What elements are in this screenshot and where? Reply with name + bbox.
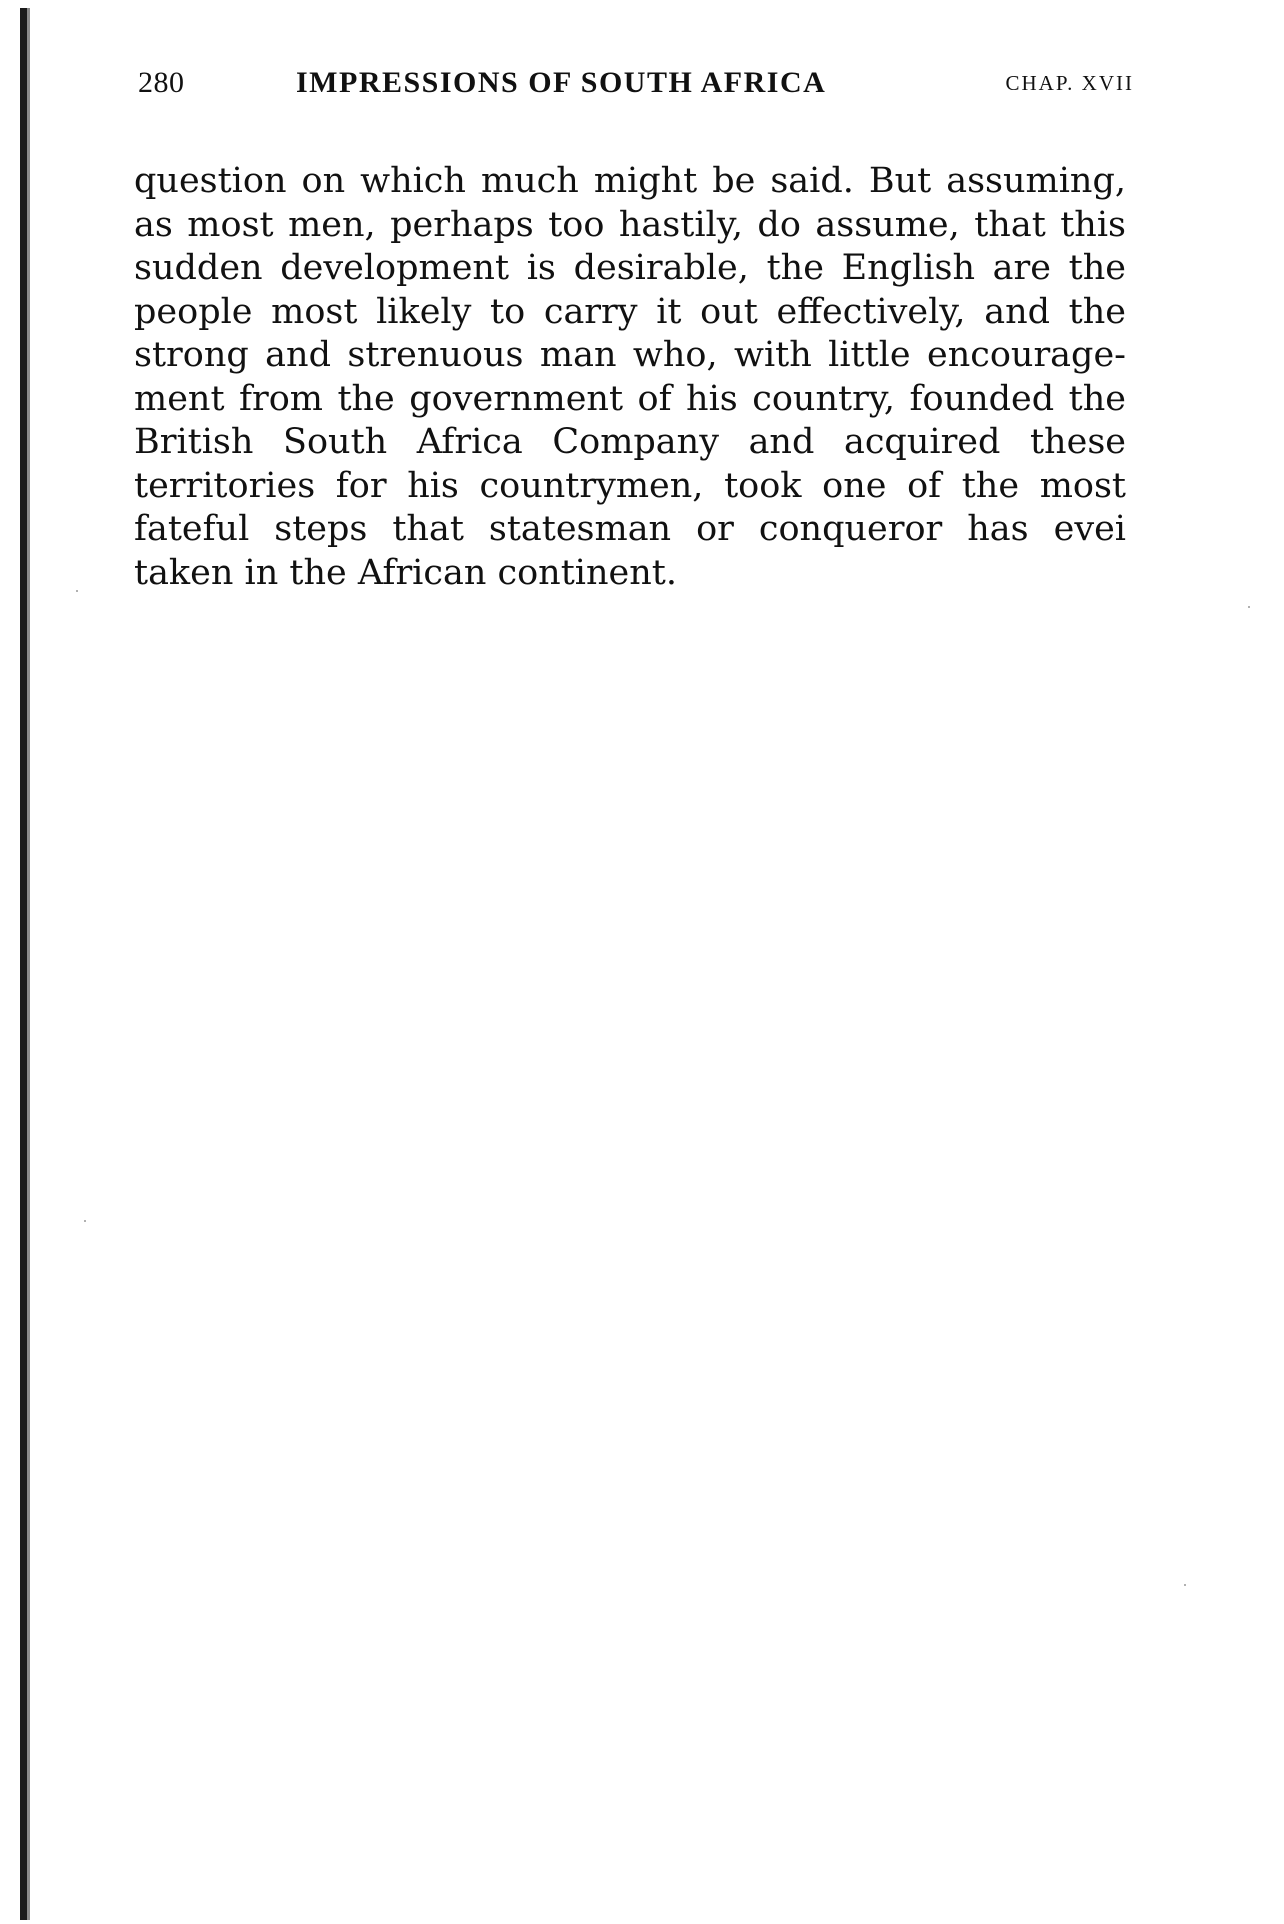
text-line: taken in the African continent.: [134, 552, 677, 593]
chapter-reference: CHAP. XVII: [1005, 71, 1134, 95]
scan-speck: [1184, 1584, 1186, 1586]
scan-speck: [76, 590, 78, 592]
page-binding-shadow: [27, 8, 30, 1920]
text-line: strong and strenuous man who, with little encourage-: [134, 335, 1126, 375]
text-line: territories for his countrymen, took one of the most: [134, 465, 1126, 506]
running-header: [138, 66, 1134, 106]
text-line: ment from the government of his country, founded the: [134, 378, 1126, 419]
text-line: fateful steps that statesman or conqueror has evei: [134, 509, 1126, 549]
text-line: British South Africa Company and acquired these: [134, 422, 1126, 462]
running-title: IMPRESSIONS OF SOUTH AFRICA: [296, 66, 827, 99]
page-binding-edge: [20, 8, 27, 1920]
text-line: sudden development is desirable, the English are the: [134, 248, 1126, 288]
text-line: people most likely to carry it out effectively, and the: [134, 291, 1126, 332]
page-number: 280: [138, 66, 185, 99]
text-line: as most men, perhaps too hastily, do assume, that this: [134, 204, 1126, 245]
scan-speck: [1248, 606, 1250, 608]
body-paragraph: [134, 160, 1126, 595]
scan-speck: [84, 1220, 86, 1222]
text-line: question on which much might be said. But assuming,: [134, 161, 1126, 201]
